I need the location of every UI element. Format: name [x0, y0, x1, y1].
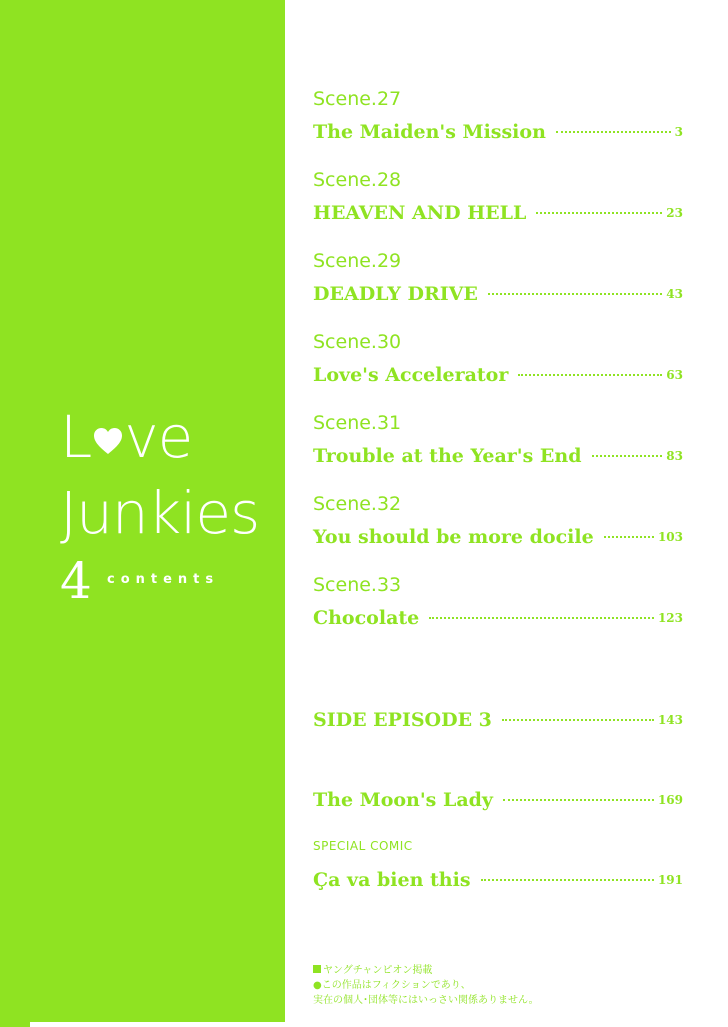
leader-dots — [592, 455, 663, 457]
entry-title: HEAVEN AND HELL — [313, 202, 527, 224]
entry-page: 123 — [657, 611, 683, 625]
notes-line-1 — [313, 963, 539, 978]
toc-entry-special-comic[interactable] — [313, 867, 683, 893]
entry-title: The Moon's Lady — [313, 789, 493, 811]
toc-entry[interactable] — [313, 605, 683, 631]
contents-label: contents — [107, 572, 220, 587]
entry-page: 169 — [657, 793, 683, 807]
scene-label: Scene.28 — [313, 169, 402, 191]
publication-notes — [313, 963, 539, 1008]
entry-title: DEADLY DRIVE — [313, 283, 478, 305]
entry-title: Trouble at the Year's End — [313, 445, 582, 467]
scene-label: Scene.31 — [313, 412, 402, 434]
leader-dots — [536, 212, 662, 214]
scene-label: Scene.27 — [313, 88, 402, 110]
leader-dots — [518, 374, 662, 376]
entry-page: 83 — [666, 449, 683, 463]
leader-dots — [604, 536, 654, 538]
entry-page: 23 — [666, 206, 683, 220]
leader-dots — [481, 879, 654, 881]
entry-title: SIDE EPISODE 3 — [313, 709, 492, 731]
leader-dots — [556, 131, 671, 133]
scene-label: Scene.30 — [313, 331, 402, 353]
toc-entry[interactable] — [313, 524, 683, 550]
toc-entry-side-episode[interactable] — [313, 707, 683, 733]
toc-entry[interactable] — [313, 281, 683, 307]
entry-title: Chocolate — [313, 607, 420, 629]
logo-love-suffix: ve — [124, 403, 193, 471]
notes-line-3: 実在の個人･団体等にはいっさい関係ありません。 — [313, 995, 539, 1006]
logo-love-prefix: L — [60, 403, 92, 471]
entry-title: The Maiden's Mission — [313, 121, 546, 143]
leader-dots — [503, 799, 654, 801]
toc-entry[interactable] — [313, 200, 683, 226]
leader-dots — [488, 293, 662, 295]
toc-entry-moons-lady[interactable] — [313, 787, 683, 813]
scene-label: Scene.33 — [313, 574, 402, 596]
leader-dots — [429, 617, 654, 619]
toc-entry[interactable] — [313, 362, 683, 388]
logo-junkies: Junkies — [60, 479, 260, 547]
heart-icon — [93, 429, 123, 457]
entry-title: Love's Accelerator — [313, 364, 509, 386]
scene-label: Scene.32 — [313, 493, 402, 515]
notes-line-1-text: ヤングチャンピオン掲載 — [323, 965, 433, 976]
notes-line-2: ●この作品はフィクションであり、 — [313, 980, 471, 991]
leader-dots — [502, 719, 654, 721]
logo-love — [60, 403, 193, 471]
special-comic-label: SPECIAL COMIC — [313, 839, 413, 853]
toc-entry[interactable] — [313, 119, 683, 145]
entry-page: 63 — [666, 368, 683, 382]
volume-number: 4 — [60, 552, 92, 610]
bottom-white-strip — [30, 1022, 285, 1027]
scene-label: Scene.29 — [313, 250, 402, 272]
entry-page: 3 — [674, 125, 683, 139]
entry-title: You should be more docile — [313, 526, 594, 548]
toc-entry[interactable] — [313, 443, 683, 469]
entry-page: 191 — [657, 873, 683, 887]
entry-page: 143 — [657, 713, 683, 727]
entry-page: 103 — [657, 530, 683, 544]
square-bullet-icon — [313, 965, 321, 973]
entry-title: Ça va bien this — [313, 869, 471, 891]
entry-page: 43 — [666, 287, 683, 301]
